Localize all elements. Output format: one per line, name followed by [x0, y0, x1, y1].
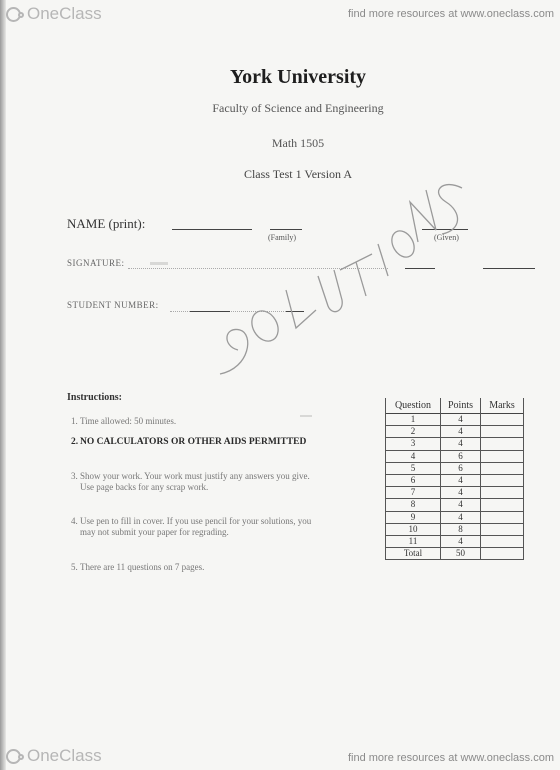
question-number-cell: 4 [386, 450, 441, 462]
marks-cell [481, 523, 524, 535]
oneclass-logo-top [6, 4, 102, 24]
marks-cell [481, 487, 524, 499]
promo-link-top[interactable]: find more resources at www.oneclass.com [347, 8, 554, 20]
table-row [386, 536, 524, 548]
question-number-cell: 10 [386, 523, 441, 535]
column-header-points: Points [441, 398, 481, 414]
score-table-header [386, 398, 524, 414]
total-marks-cell [481, 548, 524, 560]
table-row [386, 426, 524, 438]
points-cell: 4 [441, 426, 481, 438]
points-cell: 4 [441, 475, 481, 487]
given-hint: (Given) [434, 233, 459, 242]
question-number-cell: 8 [386, 499, 441, 511]
marks-cell [481, 499, 524, 511]
question-number-cell: 9 [386, 511, 441, 523]
signature-line-end [483, 268, 535, 269]
table-row [386, 523, 524, 535]
points-cell: 6 [441, 450, 481, 462]
marks-cell [481, 462, 524, 474]
table-row [386, 414, 524, 426]
oneclass-brand-text: OneClass [27, 746, 102, 765]
student-number-label: STUDENT NUMBER: [67, 300, 159, 310]
score-table [385, 398, 524, 560]
test-version: Class Test 1 Version A [243, 167, 353, 181]
table-row [386, 511, 524, 523]
instruction-item: 5. There are 11 questions on 7 pages. [71, 562, 205, 572]
points-cell: 4 [441, 511, 481, 523]
total-points: 50 [441, 548, 481, 560]
marks-cell [481, 511, 524, 523]
points-cell: 4 [441, 487, 481, 499]
instruction-item: 4. Use pen to fill in cover. If you use pencil for your solutions, you may not submit your paper for regrading. [71, 516, 312, 537]
total-label: Total [386, 548, 441, 560]
instruction-item: 1. Time allowed: 50 minutes. [71, 416, 177, 426]
oneclass-logo-icon [6, 7, 21, 22]
marks-cell [481, 426, 524, 438]
signature-label: SIGNATURE: [67, 258, 125, 268]
instruction-item: 3. Show your work. Your work must justify any answers you give. Use page backs for any scrap work. [71, 471, 310, 492]
total-row [386, 548, 524, 560]
table-row [386, 475, 524, 487]
table-row [386, 499, 524, 511]
scan-smudge [150, 262, 168, 265]
solutions-handwritten-stamp [210, 178, 470, 378]
instructions-title: Instructions: [67, 392, 123, 403]
marks-cell [481, 438, 524, 450]
scan-smudge [300, 415, 312, 417]
points-cell: 4 [441, 536, 481, 548]
table-row [386, 450, 524, 462]
marks-cell [481, 475, 524, 487]
points-cell: 6 [441, 462, 481, 474]
instruction-item: 2. NO CALCULATORS OR OTHER AIDS PERMITTED [71, 437, 307, 447]
faculty-name: Faculty of Science and Engineering [212, 101, 384, 115]
question-number-cell: 3 [386, 438, 441, 450]
column-header-marks: Marks [481, 398, 524, 414]
marks-cell [481, 536, 524, 548]
question-number-cell: 1 [386, 414, 441, 426]
table-row [386, 438, 524, 450]
oneclass-logo-icon [6, 749, 21, 764]
column-header-question: Question [386, 398, 441, 414]
points-cell: 4 [441, 414, 481, 426]
question-number-cell: 11 [386, 536, 441, 548]
points-cell: 4 [441, 438, 481, 450]
table-row [386, 462, 524, 474]
points-cell: 8 [441, 523, 481, 535]
question-number-cell: 2 [386, 426, 441, 438]
points-cell: 4 [441, 499, 481, 511]
question-number-cell: 7 [386, 487, 441, 499]
name-label: NAME (print): [67, 216, 146, 231]
marks-cell [481, 450, 524, 462]
university-title: York University [229, 66, 367, 88]
marks-cell [481, 414, 524, 426]
question-number-cell: 5 [386, 462, 441, 474]
table-row [386, 487, 524, 499]
promo-link-bottom[interactable]: find more resources at www.oneclass.com [347, 752, 554, 764]
oneclass-brand-text: OneClass [27, 4, 102, 23]
oneclass-logo-bottom [6, 746, 102, 766]
family-hint: (Family) [268, 233, 296, 242]
question-number-cell: 6 [386, 475, 441, 487]
course-code: Math 1505 [271, 136, 325, 150]
